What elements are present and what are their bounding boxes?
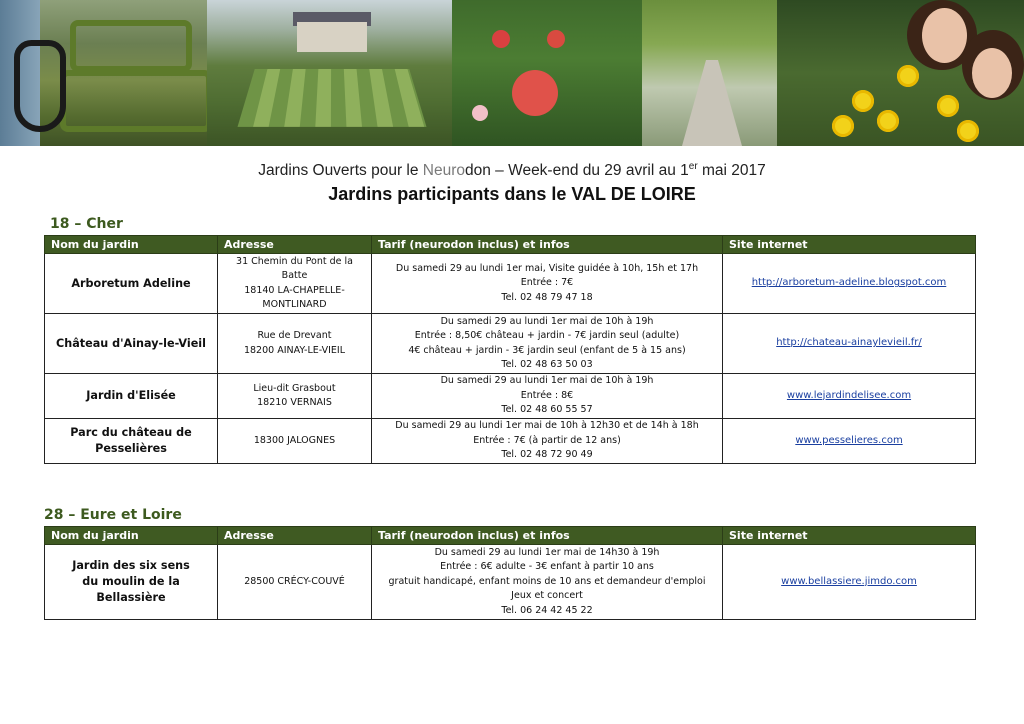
garden-name: [45, 314, 218, 374]
garden-address-line: MONTLINARD: [262, 299, 327, 310]
garden-info-line: Du samedi 29 au lundi 1er mai de 10h à 19h: [440, 375, 654, 387]
garden-name: [45, 374, 218, 419]
website-link[interactable]: http://arboretum-adeline.blogspot.com: [751, 277, 947, 289]
garden-info: [372, 254, 723, 314]
section-heading-cher: 18 – Cher: [50, 216, 123, 232]
garden-name-line: Pesselières: [95, 442, 167, 455]
garden-address: [218, 545, 372, 620]
table-header-row: [45, 527, 976, 545]
garden-name: [45, 419, 218, 464]
garden-address: [218, 419, 372, 464]
gardens-table-cher: [44, 235, 976, 464]
garden-info-line: Tel. 02 48 79 47 18: [501, 291, 593, 303]
column-header-website: Site internet: [723, 527, 976, 545]
website-link[interactable]: http://chateau-ainaylevieil.fr/: [776, 337, 922, 349]
garden-info-line: gratuit handicapé, enfant moins de 10 ans et demandeur d'emploi: [388, 575, 706, 587]
garden-address-line: Batte: [281, 270, 308, 281]
garden-info-line: Du samedi 29 au lundi 1er mai de 14h30 à 19h: [434, 546, 660, 558]
column-header-name: Nom du jardin: [45, 236, 218, 254]
garden-address-line: 31 Chemin du Pont de la: [236, 255, 353, 267]
website-link[interactable]: www.lejardindelisee.com: [786, 389, 912, 401]
banner-photo-hedge-maze: [0, 0, 207, 146]
page-title: Jardins Ouverts pour le Neurodon – Week-end du 29 avril au 1er mai 2017: [258, 160, 766, 179]
garden-address: [218, 374, 372, 419]
banner-photo-collage: [0, 0, 1024, 146]
garden-name-line: Jardin des six sens: [72, 559, 190, 572]
garden-info: [372, 419, 723, 464]
garden-info-line: Jeux et concert: [511, 590, 583, 602]
garden-address-line: 18300 JALOGNES: [253, 434, 336, 446]
gardens-table-eure-et-loire: [44, 526, 976, 620]
garden-name: [45, 254, 218, 314]
table-row: [45, 545, 976, 620]
page-subtitle: Jardins participants dans le VAL DE LOIRE: [328, 184, 696, 204]
garden-name-line: Parc du château de: [70, 426, 192, 439]
garden-website: [723, 419, 976, 464]
website-link[interactable]: www.pesselieres.com: [795, 434, 903, 446]
garden-address-line: 18200 AINAY-LE-VIEIL: [243, 344, 346, 356]
garden-info-line: Entrée : 7€ (à partir de 12 ans): [473, 434, 621, 446]
garden-address-line: Rue de Drevant: [257, 330, 332, 341]
banner-photo-family-flowers: [777, 0, 1024, 146]
table-row: [45, 419, 976, 464]
garden-address-line: 18140 LA-CHAPELLE-: [244, 284, 345, 296]
garden-address-line: 18210 VERNAIS: [257, 397, 332, 408]
garden-info-line: Entrée : 8€: [520, 389, 574, 401]
table-row: [45, 314, 976, 374]
garden-info: [372, 314, 723, 374]
table-header-row: [45, 236, 976, 254]
table-body: [45, 254, 976, 464]
column-header-address: Adresse: [218, 527, 372, 545]
garden-website: [723, 545, 976, 620]
table-row: [45, 374, 976, 419]
garden-info: [372, 374, 723, 419]
garden-website: [723, 254, 976, 314]
garden-address-line: 28500 CRÉCY-COUVÉ: [244, 575, 345, 587]
garden-name-line: Château d'Ainay-le-Vieil: [56, 336, 206, 350]
garden-info-line: 4€ château + jardin - 3€ jardin seul (enfant de 5 à 15 ans): [408, 344, 686, 356]
column-header-info: Tarif (neurodon inclus) et infos: [372, 527, 723, 545]
garden-info-line: Du samedi 29 au lundi 1er mai de 10h à 19h: [440, 315, 654, 327]
garden-name-line: Jardin d'Elisée: [86, 389, 176, 402]
garden-info: [372, 545, 723, 620]
banner-photo-roses: [452, 0, 642, 146]
column-header-info: Tarif (neurodon inclus) et infos: [372, 236, 723, 254]
column-header-name: Nom du jardin: [45, 527, 218, 545]
garden-address-line: Lieu-dit Grasbout: [253, 382, 336, 394]
garden-info-line: Tel. 02 48 60 55 57: [501, 404, 593, 416]
garden-name: [45, 545, 218, 620]
garden-info-line: Entrée : 8,50€ château + jardin - 7€ jardin seul (adulte): [414, 330, 680, 341]
garden-info-line: Du samedi 29 au lundi 1er mai de 10h à 12h30 et de 14h à 18h: [395, 420, 699, 432]
garden-info-line: Tel. 06 24 42 45 22: [501, 604, 593, 616]
garden-info-line: Tel. 02 48 72 90 49: [501, 449, 593, 461]
garden-name-line: Arboretum Adeline: [71, 276, 191, 290]
garden-info-line: Du samedi 29 au lundi 1er mai, Visite guidée à 10h, 15h et 17h: [395, 262, 699, 274]
banner-photo-chateau-garden: [207, 0, 452, 146]
garden-info-line: Entrée : 7€: [520, 277, 574, 289]
table-body: [45, 545, 976, 620]
banner-photo-garden-path: [642, 0, 777, 146]
garden-website: [723, 374, 976, 419]
garden-info-line: Entrée : 6€ adulte - 3€ enfant à partir 10 ans: [440, 561, 654, 573]
garden-name-line: du moulin de la Bellassière: [82, 575, 180, 604]
garden-website: [723, 314, 976, 374]
website-link[interactable]: www.bellassiere.jimdo.com: [781, 575, 917, 587]
garden-address: [218, 314, 372, 374]
column-header-website: Site internet: [723, 236, 976, 254]
table-row: [45, 254, 976, 314]
section-heading-eure-et-loire: 28 – Eure et Loire: [44, 507, 182, 523]
column-header-address: Adresse: [218, 236, 372, 254]
garden-address: [218, 254, 372, 314]
garden-info-line: Tel. 02 48 63 50 03: [501, 359, 593, 370]
